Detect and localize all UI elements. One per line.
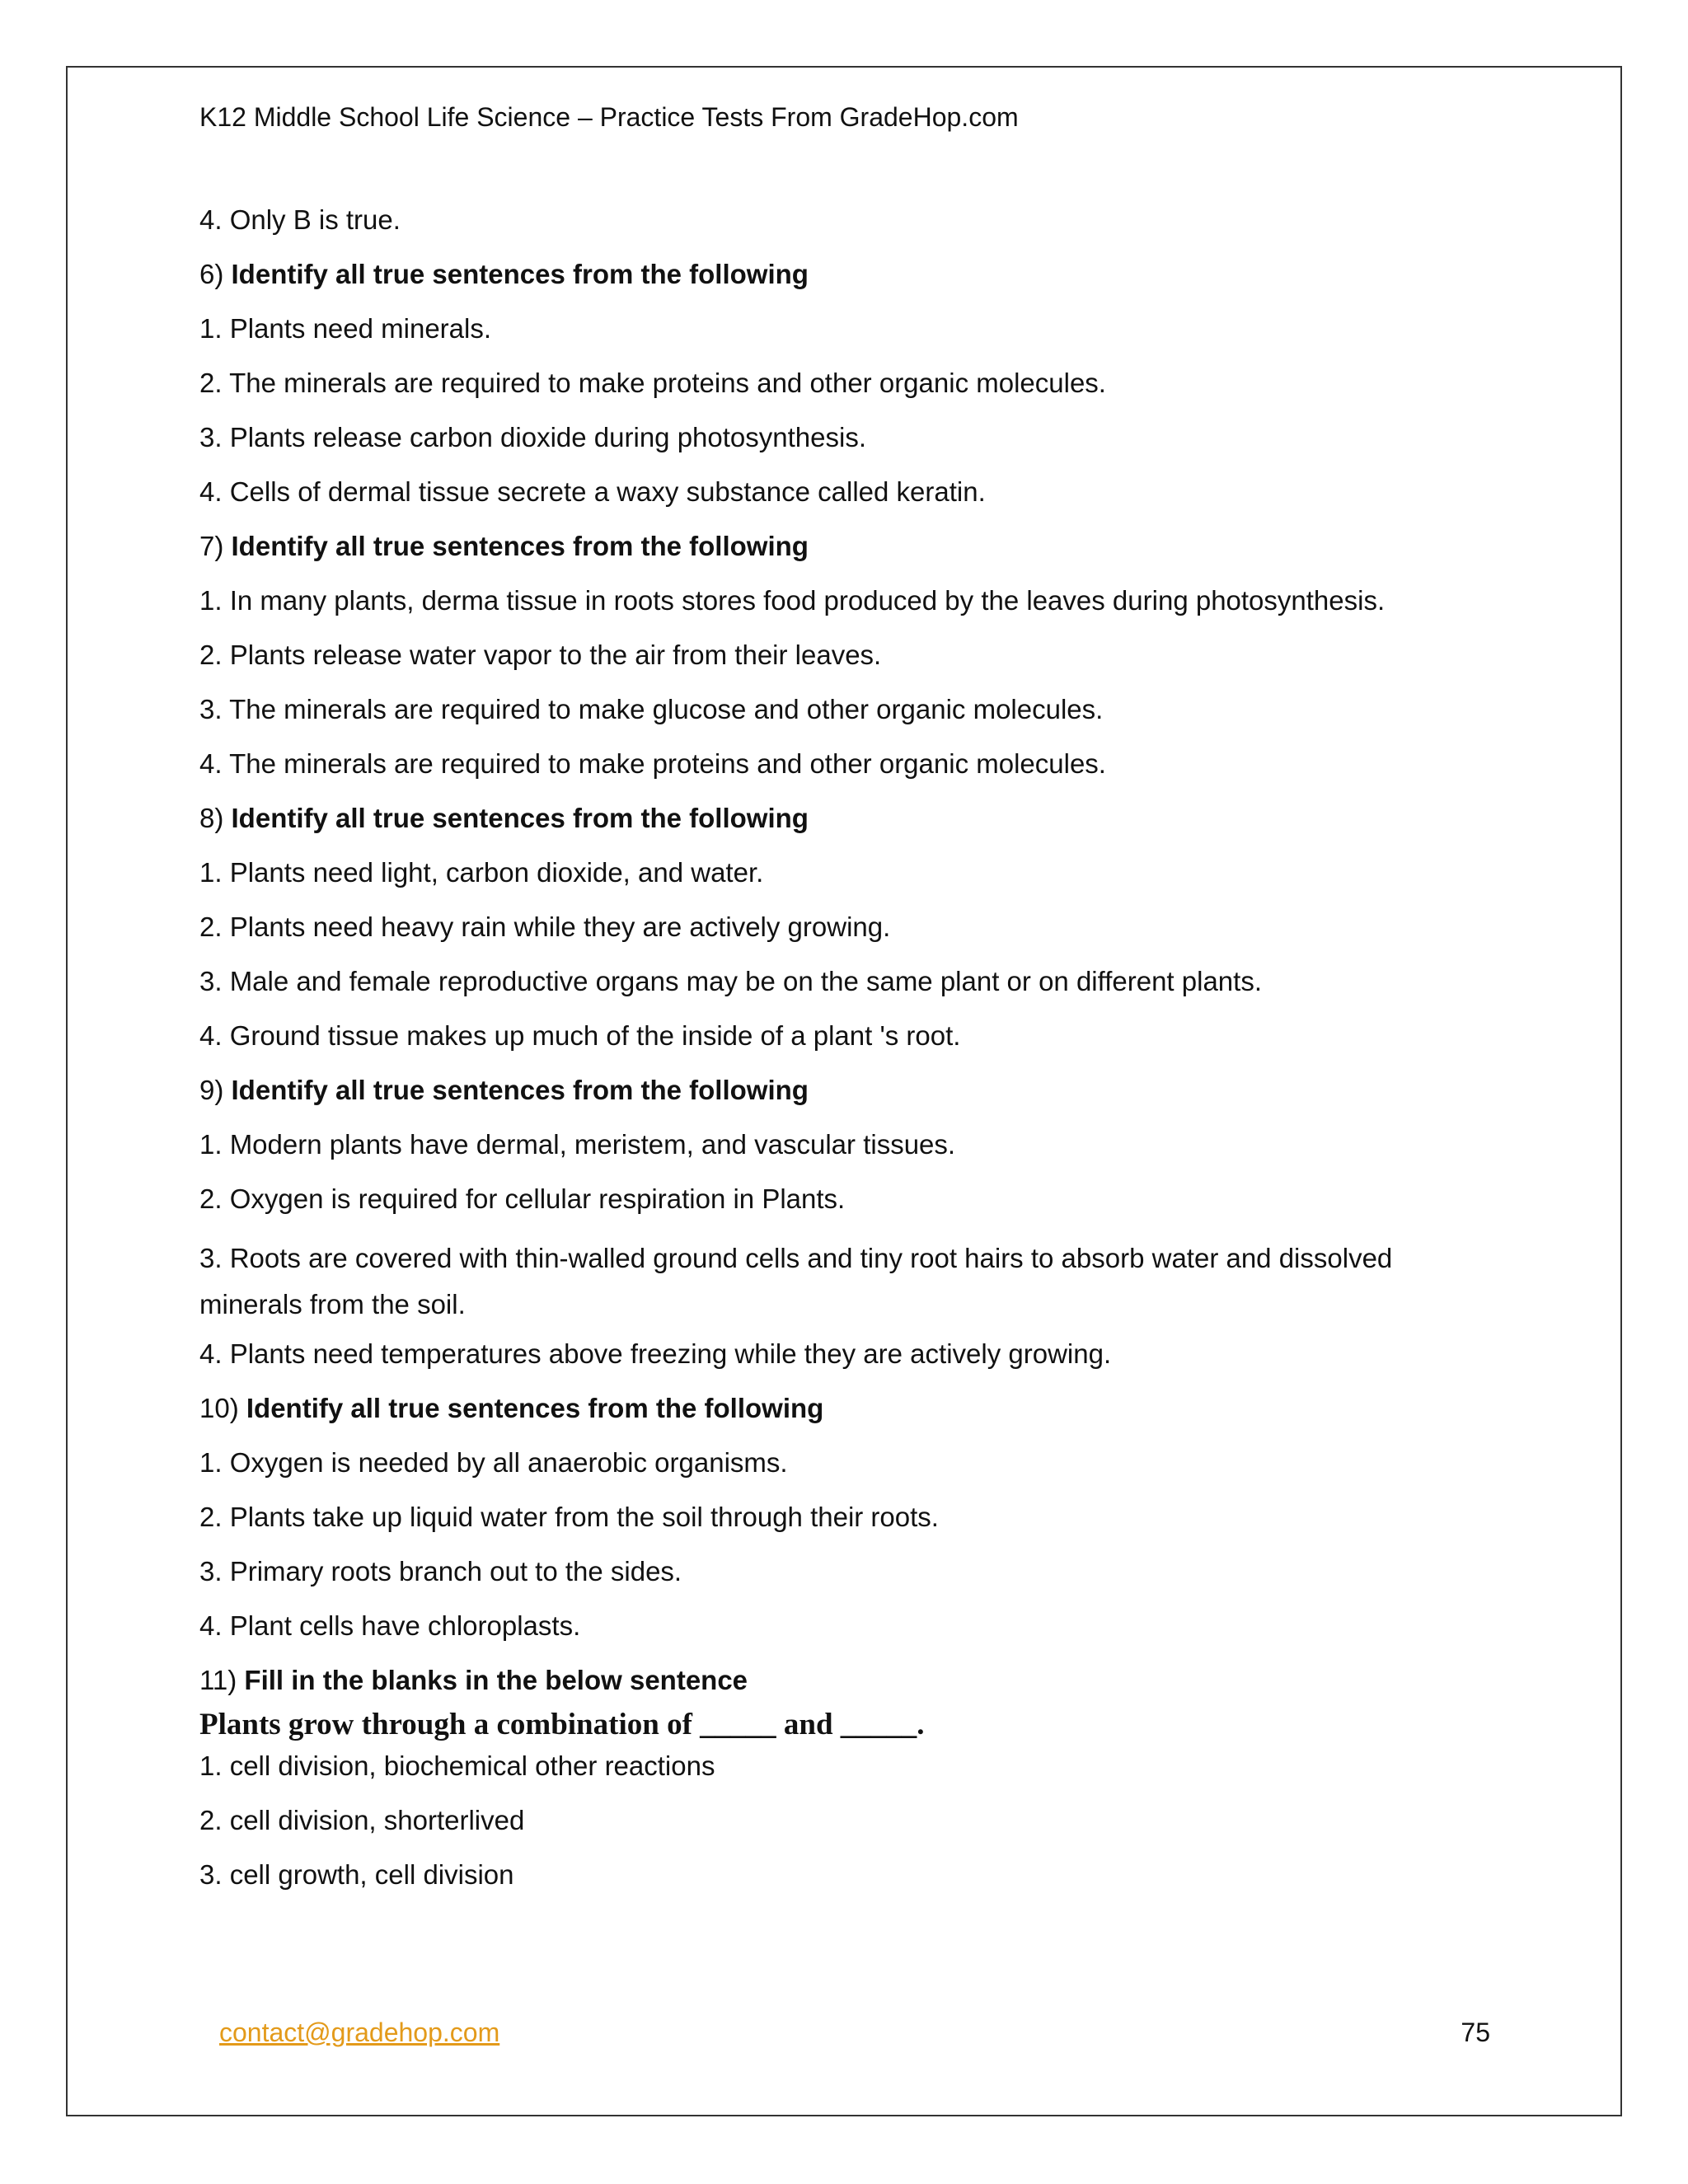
question-7-heading — [199, 528, 1461, 565]
question-11-sentence: Plants grow through a combination of _____ and _____. — [199, 1708, 925, 1741]
question-9-option-1: 1. Modern plants have dermal, meristem, and vascular tissues. — [199, 1129, 956, 1160]
question-11-heading — [199, 1662, 1461, 1699]
question-6-option-4: 4. Cells of dermal tissue secrete a waxy substance called keratin. — [199, 476, 986, 507]
question-6-option-3: 3. Plants release carbon dioxide during photosynthesis. — [199, 422, 866, 452]
question-number: 6) — [199, 259, 224, 289]
question-11-option-1: 1. cell division, biochemical other reactions — [199, 1750, 715, 1781]
question-8-heading — [199, 800, 1461, 837]
page-number: 75 — [1461, 2018, 1490, 2047]
question-6-heading — [199, 256, 1461, 293]
question-number: 10) — [199, 1393, 239, 1423]
question-prompt: Identify all true sentences from the following — [231, 531, 809, 561]
question-6-option-2: 2. The minerals are required to make proteins and other organic molecules. — [199, 368, 1106, 398]
question-10-option-2: 2. Plants take up liquid water from the soil through their roots. — [199, 1502, 939, 1532]
question-prompt: Identify all true sentences from the following — [231, 259, 809, 289]
question-11-option-2: 2. cell division, shorterlived — [199, 1805, 525, 1835]
question-number: 11) — [199, 1665, 237, 1695]
question-7-option-1: 1. In many plants, derma tissue in roots stores food produced by the leaves during photosynthesis. — [199, 585, 1386, 616]
previous-answer-line: 4. Only B is true. — [199, 204, 401, 235]
question-9-heading — [199, 1072, 1461, 1108]
question-9-option-4: 4. Plants need temperatures above freezing while they are actively growing. — [199, 1338, 1112, 1369]
question-7-option-3: 3. The minerals are required to make glucose and other organic molecules. — [199, 694, 1104, 724]
question-8-option-1: 1. Plants need light, carbon dioxide, and water. — [199, 857, 764, 888]
question-number: 9) — [199, 1075, 224, 1105]
page-header: K12 Middle School Life Science – Practice Tests From GradeHop.com — [199, 102, 1019, 132]
question-8-option-4: 4. Ground tissue makes up much of the inside of a plant 's root. — [199, 1020, 961, 1051]
question-7-option-2: 2. Plants release water vapor to the air from their leaves. — [199, 640, 882, 670]
contact-email-link[interactable]: contact@gradehop.com — [219, 2018, 500, 2047]
question-8-option-2: 2. Plants need heavy rain while they are actively growing. — [199, 912, 891, 942]
question-prompt: Fill in the blanks in the below sentence — [244, 1665, 748, 1695]
questions-content — [199, 202, 1461, 1911]
question-9-option-2: 2. Oxygen is required for cellular respiration in Plants. — [199, 1183, 846, 1214]
question-number: 7) — [199, 531, 224, 561]
question-11-option-3: 3. cell growth, cell division — [199, 1859, 514, 1890]
question-10-option-1: 1. Oxygen is needed by all anaerobic organisms. — [199, 1447, 788, 1478]
question-9-option-3: 3. Roots are covered with thin-walled ground cells and tiny root hairs to absorb water and dissolved minerals from the soil. — [199, 1243, 1393, 1319]
question-10-option-3: 3. Primary roots branch out to the sides. — [199, 1556, 682, 1586]
question-10-heading — [199, 1390, 1461, 1427]
question-number: 8) — [199, 803, 224, 833]
question-7-option-4: 4. The minerals are required to make proteins and other organic molecules. — [199, 748, 1106, 779]
question-prompt: Identify all true sentences from the following — [231, 803, 809, 833]
question-10-option-4: 4. Plant cells have chloroplasts. — [199, 1610, 581, 1641]
question-8-option-3: 3. Male and female reproductive organs may be on the same plant or on different plants. — [199, 966, 1262, 996]
question-6-option-1: 1. Plants need minerals. — [199, 313, 492, 344]
question-prompt: Identify all true sentences from the following — [246, 1393, 824, 1423]
question-prompt: Identify all true sentences from the following — [231, 1075, 809, 1105]
